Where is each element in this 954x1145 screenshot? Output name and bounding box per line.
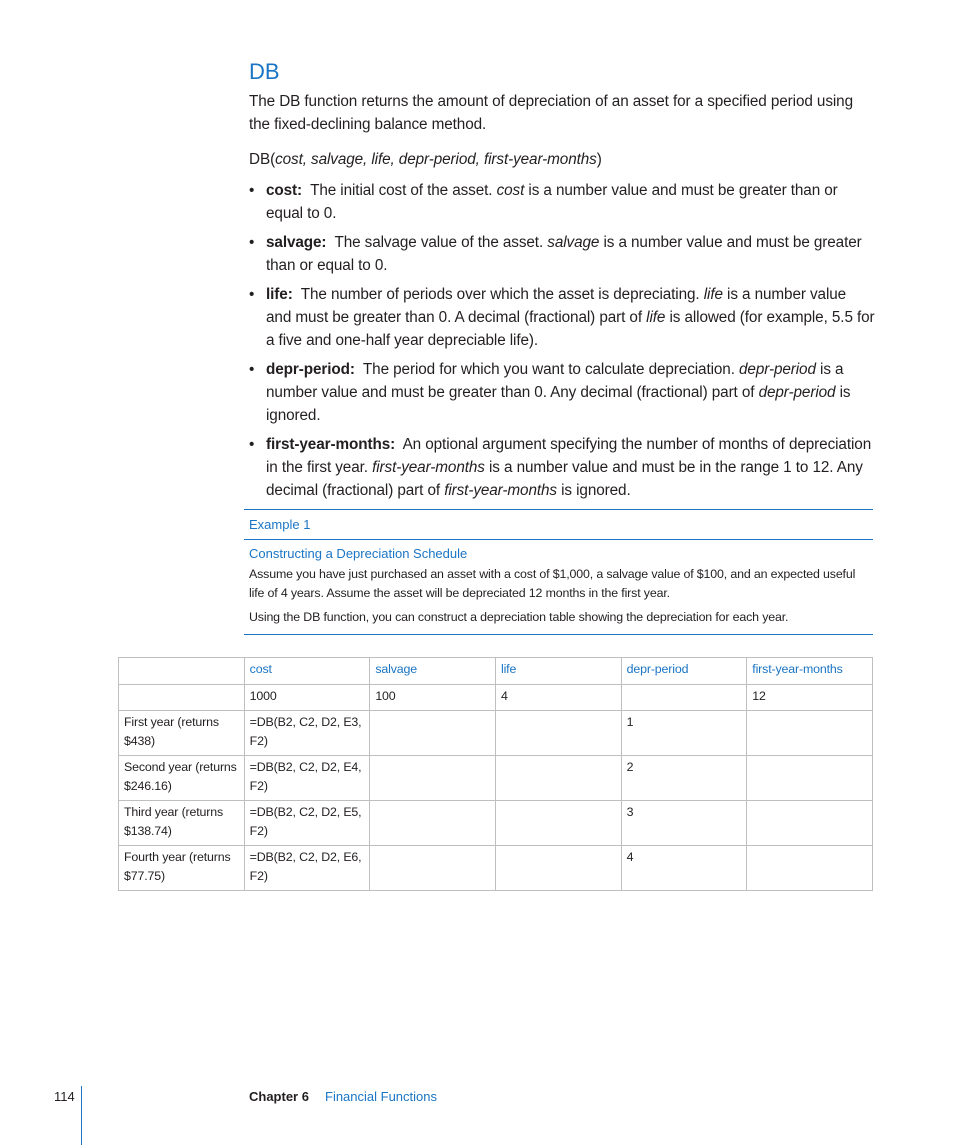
example-table: [118, 657, 873, 891]
table-cell: 100: [370, 685, 496, 711]
table-cell: First year (returns $438): [119, 711, 245, 756]
table-cell: 4: [621, 846, 747, 891]
argument-item: • cost: The initial cost of the asset. cost is a number value and must be greater than or equal to 0.: [249, 179, 875, 225]
table-cell: Fourth year (returns $77.75): [119, 846, 245, 891]
intro-paragraph: The DB function returns the amount of depreciation of an asset for a specified period using the fixed-declining balance method.: [249, 93, 853, 133]
page-title: DB: [249, 59, 280, 84]
main-content: [249, 58, 875, 508]
table-cell: [747, 756, 873, 801]
table-row: [119, 756, 873, 801]
example-label: Example 1: [244, 510, 873, 540]
chapter-label: Chapter 6: [249, 1089, 309, 1104]
syntax-name: DB: [249, 151, 271, 168]
function-syntax: DB(cost, salvage, life, depr-period, first-year-months): [249, 151, 602, 168]
table-header-cell: depr-period: [621, 658, 747, 685]
table-row: [119, 801, 873, 846]
table-cell: [621, 685, 747, 711]
bullet-icon: •: [249, 361, 255, 378]
table-row: [119, 711, 873, 756]
table-header-cell: [119, 658, 245, 685]
bullet-icon: •: [249, 182, 255, 199]
table-cell: =DB(B2, C2, D2, E5, F2): [244, 801, 370, 846]
table-header-cell: life: [495, 658, 621, 685]
table-cell: [747, 711, 873, 756]
argument-item: • first-year-months: An optional argument specifying the number of months of depreciation in the first year. first-year-months is a number value and must be in the range 1 to 12. Any decimal (fractional) part of first-year-months is ignored.: [249, 433, 875, 502]
table-cell: [370, 801, 496, 846]
table-cell: [370, 846, 496, 891]
table-row: [119, 846, 873, 891]
table-header-cell: first-year-months: [747, 658, 873, 685]
bullet-icon: •: [249, 286, 255, 303]
table-header-cell: cost: [244, 658, 370, 685]
table-cell: =DB(B2, C2, D2, E3, F2): [244, 711, 370, 756]
table-cell: 1000: [244, 685, 370, 711]
table-cell: [119, 685, 245, 711]
table-cell: Second year (returns $246.16): [119, 756, 245, 801]
example-subtitle: Constructing a Depreciation Schedule: [249, 546, 468, 561]
table-cell: [495, 801, 621, 846]
bullet-icon: •: [249, 234, 255, 251]
footer-divider: [81, 1086, 82, 1145]
syntax-args: cost, salvage, life, depr-period, first-year-months: [275, 151, 597, 168]
bullet-icon: •: [249, 436, 255, 453]
table-cell: 3: [621, 801, 747, 846]
table-cell: =DB(B2, C2, D2, E4, F2): [244, 756, 370, 801]
table-cell: [747, 846, 873, 891]
example-box: [244, 509, 873, 635]
table-header-row: [119, 658, 873, 685]
example-text: Using the DB function, you can construct a depreciation table showing the depreciation for each year.: [249, 610, 789, 624]
table-row: [119, 685, 873, 711]
argument-item: • depr-period: The period for which you want to calculate depreciation. depr-period is a number value and must be greater than 0. Any decimal (fractional) part of depr-period is ignored.: [249, 358, 875, 427]
table-cell: Third year (returns $138.74): [119, 801, 245, 846]
table-cell: [495, 846, 621, 891]
argument-list: [249, 179, 875, 502]
argument-item: • salvage: The salvage value of the asset. salvage is a number value and must be greater than or equal to 0.: [249, 231, 875, 277]
table-header-cell: salvage: [370, 658, 496, 685]
page-footer: [0, 1086, 954, 1145]
table-cell: 1: [621, 711, 747, 756]
argument-item: • life: The number of periods over which the asset is depreciating. life is a number value and must be greater than 0. A decimal (fractional) part of life is allowed (for example, 5.5 for a five and one-half year depreciable life).: [249, 283, 875, 352]
table-cell: 12: [747, 685, 873, 711]
table-cell: 2: [621, 756, 747, 801]
table-cell: =DB(B2, C2, D2, E6, F2): [244, 846, 370, 891]
table-cell: [495, 711, 621, 756]
table-cell: [370, 711, 496, 756]
example-text: Assume you have just purchased an asset with a cost of $1,000, a salvage value of $100, and an expected useful life of 4 years. Assume the asset will be depreciated 12 months in the first year.: [249, 567, 856, 600]
table-cell: 4: [495, 685, 621, 711]
table-cell: [370, 756, 496, 801]
table-cell: [495, 756, 621, 801]
table-cell: [747, 801, 873, 846]
chapter-name-link[interactable]: Financial Functions: [325, 1089, 437, 1104]
page-number: 114: [54, 1089, 75, 1104]
